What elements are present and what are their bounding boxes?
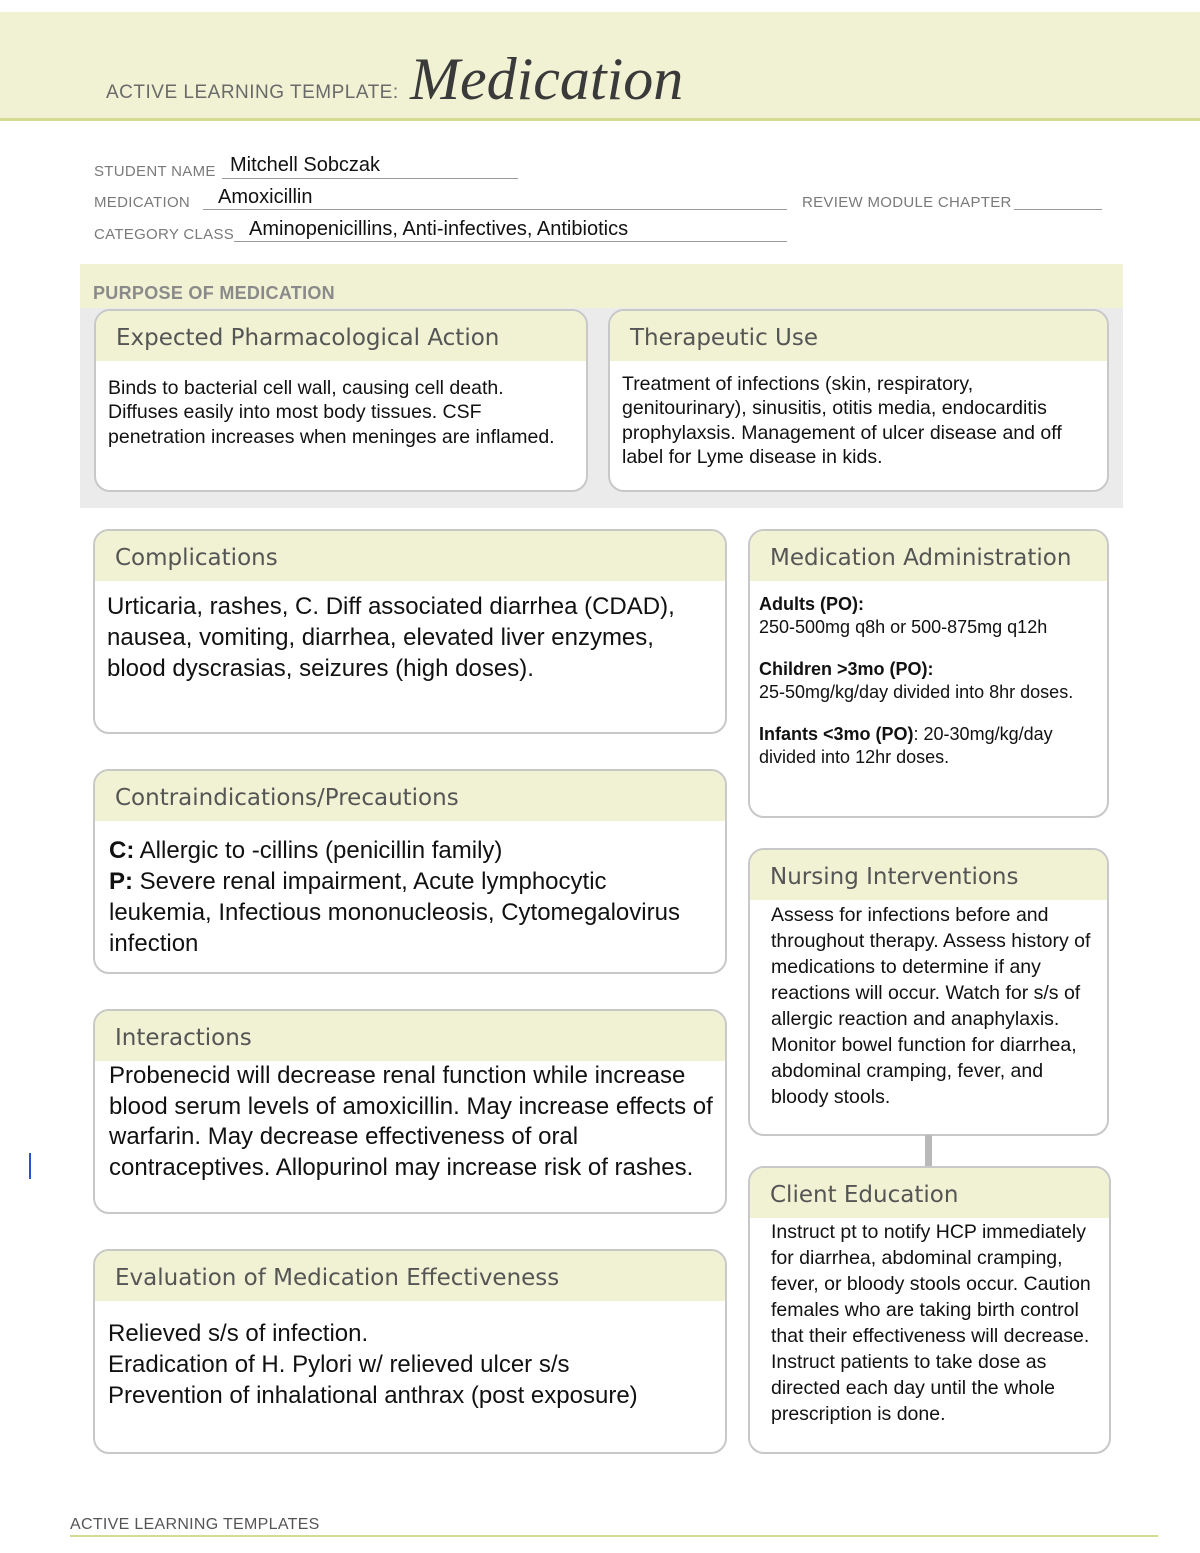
contraindication-label: C:	[109, 837, 135, 864]
medication-label: MEDICATION	[94, 194, 191, 211]
evaluation-line-1: Relieved s/s of infection.	[108, 1320, 369, 1347]
interactions-card	[93, 1009, 727, 1214]
contraindications-body[interactable]	[95, 821, 725, 959]
pharm-action-title: Expected Pharmacological Action	[96, 311, 586, 361]
complications-text[interactable]: Urticaria, rashes, C. Diff associated diarrhea (CDAD), nausea, vomiting, diarrhea, elevated liver enzymes, blood dyscrasias, seizures (high doses).	[107, 593, 675, 682]
evaluation-line-3: Prevention of inhalational anthrax (post exposure)	[108, 1382, 638, 1409]
client-education-title: Client Education	[750, 1168, 1109, 1218]
complications-title: Complications	[95, 531, 725, 581]
evaluation-body[interactable]	[95, 1301, 725, 1411]
text-cursor	[29, 1153, 31, 1179]
interactions-title: Interactions	[95, 1011, 725, 1061]
purpose-label: PURPOSE OF MEDICATION	[93, 283, 335, 303]
contraindications-card	[93, 769, 727, 974]
complications-card	[93, 529, 727, 734]
pharm-action-text[interactable]: Binds to bacterial cell wall, causing cell death. Diffuses easily into most body tissues. CSF penetration increases when meninges are inflamed.	[108, 377, 555, 448]
medication-underline	[203, 209, 787, 210]
review-module-underline[interactable]	[1014, 209, 1102, 210]
nursing-card	[748, 848, 1109, 1136]
student-name-value[interactable]: Mitchell Sobczak	[230, 154, 381, 176]
administration-card	[748, 529, 1109, 818]
precaution-label: P:	[109, 868, 133, 895]
infants-label: Infants <3mo (PO)	[759, 724, 914, 744]
children-dose: 25-50mg/kg/day divided into 8hr doses.	[759, 682, 1074, 702]
adults-label: Adults (PO):	[759, 594, 864, 614]
nursing-text[interactable]: Assess for infections before and throughout therapy. Assess history of medications to determine if any reactions will occur. Watch for s/s of allergic reaction and anaphylaxis. Monitor bowel function for diarrhea, abdominal cramping, fever, and bloody stools.	[771, 904, 1091, 1108]
evaluation-line-2: Eradication of H. Pylori w/ relieved ulcer s/s	[108, 1351, 570, 1378]
page-title: Medication	[410, 46, 684, 112]
interactions-text[interactable]: Probenecid will decrease renal function while increase blood serum levels of amoxicillin. May increase effects of warfarin. May decrease effectiveness of oral contraceptives. Allopurinol may increase risk of rashes.	[109, 1062, 713, 1181]
student-name-label: STUDENT NAME	[94, 163, 216, 180]
client-education-text[interactable]: Instruct pt to notify HCP immediately for diarrhea, abdominal cramping, fever, or bloody stools occur. Caution females who are taking birth control that their effectiveness will decrease. Instruct patients to take dose as directed each day until the whole prescription is done.	[771, 1221, 1091, 1425]
category-class-underline	[234, 241, 787, 242]
therapeutic-use-card	[608, 309, 1109, 492]
category-class-label: CATEGORY CLASS	[94, 226, 235, 243]
medication-value[interactable]: Amoxicillin	[218, 186, 313, 208]
category-class-value[interactable]: Aminopenicillins, Anti-infectives, Antibiotics	[249, 218, 629, 240]
administration-title: Medication Administration	[750, 531, 1107, 581]
evaluation-title: Evaluation of Medication Effectiveness	[95, 1251, 725, 1301]
therapeutic-use-title: Therapeutic Use	[610, 311, 1107, 361]
connector-bar	[925, 1135, 932, 1167]
client-education-card	[748, 1166, 1111, 1454]
administration-body[interactable]	[750, 581, 1107, 769]
children-label: Children >3mo (PO):	[759, 659, 934, 679]
contraindications-title: Contraindications/Precautions	[95, 771, 725, 821]
nursing-title: Nursing Interventions	[750, 850, 1107, 900]
therapeutic-use-text[interactable]: Treatment of infections (skin, respiratory, genitourinary), sinusitis, otitis media, endocarditis prophylaxsis. Management of ulcer disease and off label for Lyme disease in kids.	[622, 373, 1062, 469]
template-label: ACTIVE LEARNING TEMPLATE:	[106, 82, 399, 103]
header-rule	[0, 118, 1200, 121]
infants-dose: : 20-30mg/kg/day divided into 12hr doses.	[759, 724, 1053, 767]
precaution-text: Severe renal impairment, Acute lymphocytic leukemia, Infectious mononucleosis, Cytomegalovirus infection	[109, 868, 680, 957]
footer-label: ACTIVE LEARNING TEMPLATES	[70, 1516, 320, 1533]
contraindication-text: Allergic to -cillins (penicillin family)	[134, 837, 503, 864]
footer-rule	[70, 1535, 1158, 1537]
evaluation-card	[93, 1249, 727, 1454]
review-module-label: REVIEW MODULE CHAPTER	[802, 194, 1012, 211]
pharm-action-card	[94, 309, 588, 492]
adults-dose: 250-500mg q8h or 500-875mg q12h	[759, 617, 1048, 637]
student-name-underline	[222, 178, 518, 179]
